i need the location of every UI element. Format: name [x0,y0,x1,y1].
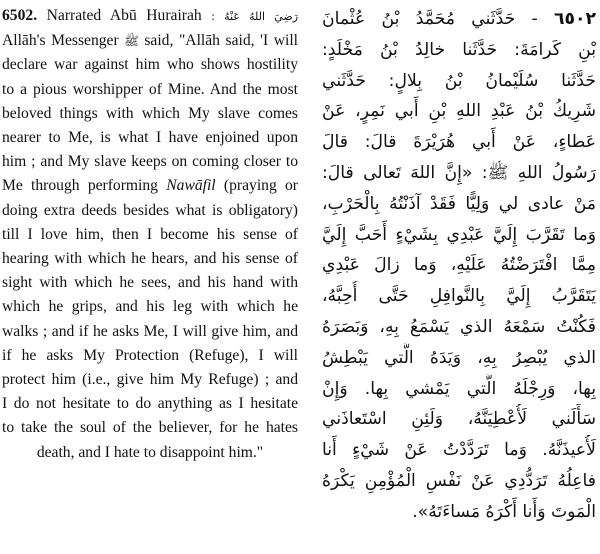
english-line-6: nearer to Me, is what I have enjoined upon [2,129,298,147]
english-line-8-tail: (praying or [215,177,299,195]
english-line-8 [2,174,298,198]
english-line-2 [2,29,298,53]
arabic-line-10: يَتَقَرَّبُ إِلَيَّ بِالنَّوافِلِ حَتَّى أُحِبَّهُ، [322,286,596,307]
arabic-line-16: فاعِلُهُ تَرَدُّدِي عَنْ نَفْسِ الْمُؤْمِنِ يَكْرَهُ [322,470,596,491]
english-translation [2,4,298,465]
arabic-line-13: بِها، وَرِجْلَهُ الَّتي يَمْشي بِها. وَإِنْ [322,378,596,399]
english-line-11: hearing with which he hears, and his sense of [2,250,298,268]
english-line-14: walks ; and if he asks Me, I will give him, and [2,322,298,340]
english-line-1-text: Narrated Abū Hurairah [37,7,212,24]
english-line-12: sight with which he sees, and his hand with [2,274,298,292]
pbuh-ligature: ﷺ [124,34,139,49]
english-line-16: protect him (i.e., give him My Refuge) ; and [2,371,298,389]
arabic-line-17: الْمَوتَ وَأَنا أَكْرَهُ مَساءَتَهُ». [412,501,596,522]
arabic-line-3: حَدَّثَنا سُلَيْمانُ بْنُ بِلالٍ: حَدَّثَني [322,70,596,91]
arabic-hadith-number: ٦٥٠٢ [554,9,596,29]
arabic-line-7: مَنْ عادى لي وَلِيًّا فَقَدْ آذَنْتُهُ بِالْحَرْبِ، [322,193,596,214]
arabic-text [322,4,596,528]
arabic-line-5: عَطاءٍ، عَنْ أَبي هُرَيْرَةَ قالَ: قالَ [322,132,596,153]
english-line-13: which he grips, and his leg with which he [2,298,298,316]
arabic-line-1 [322,4,596,35]
arabic-line-2: بْنِ كَرامَةَ: حَدَّثَنا خالِدُ بْنُ مَخْلَدٍ: [322,39,596,60]
arabic-line-9: مِمَّا افْتَرَضْتُهُ عَلَيْهِ، وَما زالَ عَبْدِي [322,255,596,276]
arabic-line-4: شَرِيكُ بْنُ عَبْدِ اللهِ بْنِ أَبي نَمِرٍ، عَنْ [322,101,596,122]
english-line-8-text: Me through performing [2,177,167,195]
english-line-3: declare war against him who shows hostility [2,56,298,74]
english-line-2-text: Allāh's Messenger [2,32,125,50]
english-line-10: till I love him, then I become his sense of [2,225,298,243]
english-line-5: beloved things with which My slave comes [2,104,298,122]
english-line-7: him ; and My slave keeps on coming closer to [2,153,298,171]
arabic-line-8: وَما تَقَرَّبَ إِلَيَّ عَبْدِي بِشَيْءٍ أَحَبَّ إِلَيَّ [322,224,596,245]
arabic-line-11: فَكُنْتُ سَمْعَهُ الذي يَسْمَعُ بِهِ، وَبَصَرَهُ [322,316,596,337]
hadith-number: 6502. [2,7,38,24]
english-line-1 [2,4,298,29]
arabic-line-15: لَأُعيذَنَّهُ. وَما تَرَدَّدْتُ عَنْ شَيْءٍ أَنا [322,440,596,461]
english-line-4: to a pious worshipper of Mine. And the most [2,80,298,98]
english-line-15: if he asks My Protection (Refuge), I will [2,346,298,364]
english-line-19: death, and I hate to disappoint him." [36,443,264,461]
english-line-17: I do not hesitate to do anything as I hesitate [2,395,298,413]
nawafil-term: Nawāfil [166,177,216,195]
arabic-line-6: رَسُولُ اللهِ ﷺ: «إِنَّ اللهَ تَعالى قالَ: [322,162,596,183]
english-line-9: doing extra deeds besides what is obligatory) [2,201,298,219]
arabic-line-1-text: - حَدَّثَني مُحَمَّدُ بْنُ عُثْمانَ [322,9,555,29]
arabic-line-12: الذي يُبْصِرُ بِهِ، وَيَدَهُ الَّتي يَبْطِشُ [322,347,596,368]
arabic-line-14: سَأَلَني لَأُعْطِيَنَّهُ، وَلَئِنِ اسْتَعاذَني [322,409,596,430]
english-line-18: to take the soul of the believer, for he hates [2,419,298,437]
narrator-honorific: رَضِيَ اللهُ عَنْهُ : [211,10,299,23]
english-line-2-tail: said, "Allāh said, 'I will [138,32,298,50]
